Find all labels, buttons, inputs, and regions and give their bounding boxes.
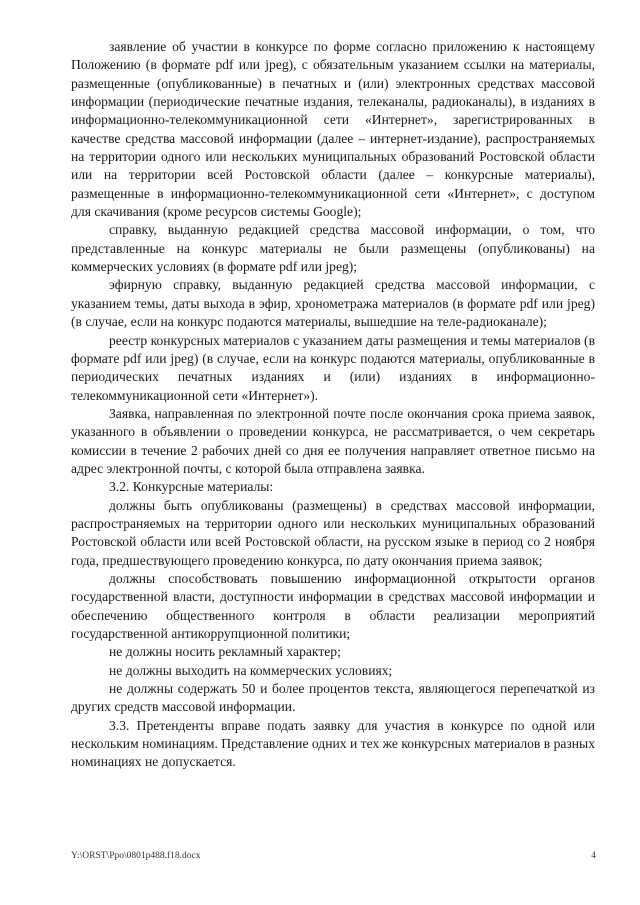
paragraph-no-advertising: не должны носить рекламный характер;	[109, 644, 341, 660]
paragraph-no-commercial: не должны выходить на коммерческих условиях;	[109, 662, 393, 678]
paragraph-late-application: Заявка, направленная по электронной почте после окончания срока приема заявок, указанного в объявлении о проведении конкурса, не рассматривается, о чем секретарь комиссии в течение 2 рабочих дней со дня ее получения направляет ответное письмо на адрес электронной почты, с которой была отправлена заявка.	[71, 405, 595, 476]
document-body	[71, 38, 595, 772]
section-3-3: 3.3. Претенденты вправе подать заявку для участия в конкурсе по одной или нескольким номинациям. Представление одних и тех же конкурсных материалов в разных номинациях не допускается.	[71, 717, 595, 770]
page-number: 4	[591, 851, 596, 861]
section-heading-3-2: 3.2. Конкурсные материалы:	[109, 479, 274, 495]
paragraph-must-promote: должны способствовать повышению информационной открытости органов государственной власти, доступности информации в средствах массовой информации и обеспечению общественного контроля в области реализации мероприятий государственной антикоррупционной политики;	[71, 570, 595, 641]
footer-file-path: Y:\ORST\Ppo\0801p488.f18.docx	[71, 851, 201, 861]
paragraph-no-reprint: не должны содержать 50 и более процентов текста, являющегося перепечаткой из других средств массовой информации.	[71, 681, 595, 715]
paragraph-registry: реестр конкурсных материалов с указанием даты размещения и темы материалов (в формате pdf или jpeg) (в случае, если на конкурс подаются материалы, опубликованные в периодических печатных изданиях и (или) изданиях в информационно-телекоммуникационной сети «Интернет»).	[71, 332, 595, 403]
paragraph-must-be-published: должны быть опубликованы (размещены) в средствах массовой информации, распространяемых на территории одного или нескольких муниципальных образований Ростовской области или всей Ростовской области, на русском языке в период со 2 ноября года, предшествующего проведению конкурса, по дату окончания приема заявок;	[71, 497, 595, 568]
paragraph-certificate: справку, выданную редакцией средства массовой информации, о том, что представленные на конкурс материалы не были размещены (опубликованы) на коммерческих условиях (в формате pdf или jpeg);	[71, 222, 595, 275]
paragraph-application: заявление об участии в конкурсе по форме согласно приложению к настоящему Положению (в формате pdf или jpeg), с обязательным указанием ссылки на материалы, размещенные (опубликованные) в печатных и (или) электронных средствах массовой информации (периодические печатные издания, телеканалы, радиоканалы), в изданиях в информационно-телекоммуникационной сети «Интернет», зарегистрированных в качестве средства массовой информации (далее – интернет-издание), распространяемых на территории одного или нескольких муниципальных образований Ростовской области или на территории всей Ростовской области (далее – конкурсные материалы), размещенные в информационно-телекоммуникационной сети «Интернет», с доступом для скачивания (кроме ресурсов системы Google);	[71, 39, 595, 220]
paragraph-broadcast-certificate: эфирную справку, выданную редакцией средства массовой информации, с указанием темы, даты выхода в эфир, хронометража материалов (в формате pdf или jpeg) (в случае, если на конкурс подаются материалы, вышедшие на теле-радиоканале);	[71, 277, 595, 330]
